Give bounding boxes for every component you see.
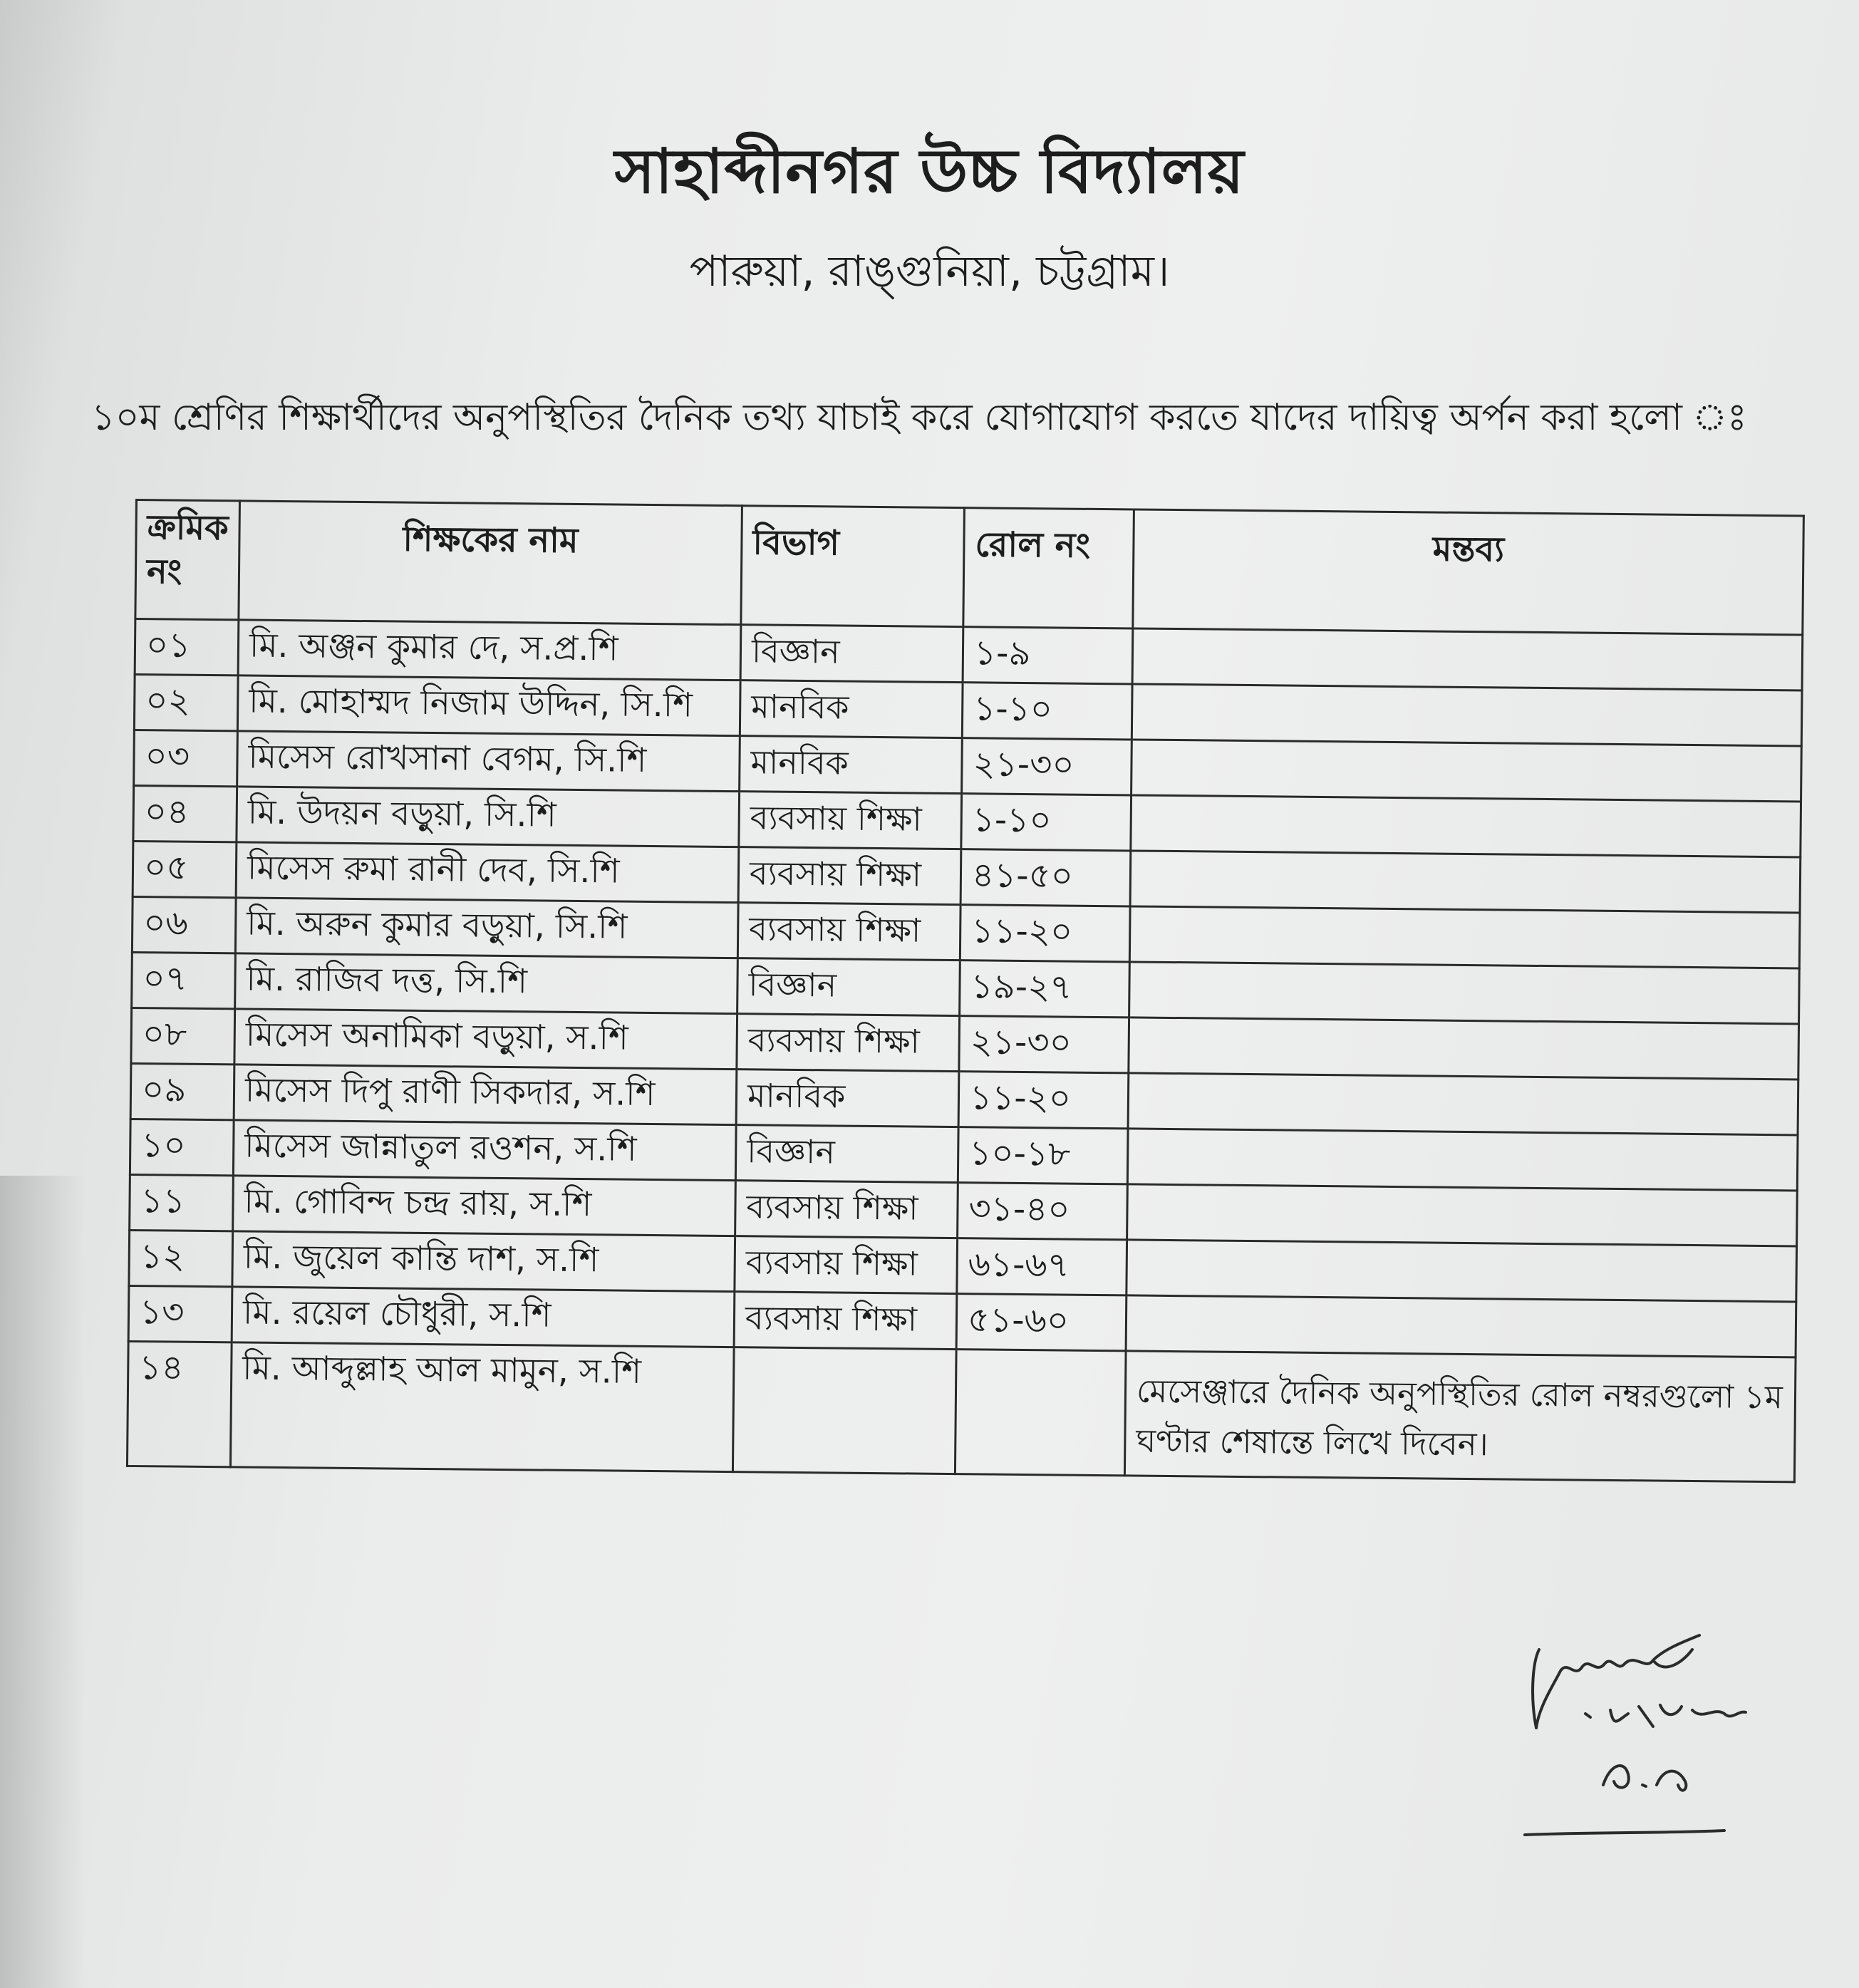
header-department: বিভাগ [741,506,965,627]
remark-cell-empty [1131,795,1801,857]
department-cell: বিজ্ঞান [735,1125,958,1183]
department-cell: ব্যবসায় শিক্ষা [737,903,960,961]
remark-cell-empty [1132,628,1803,690]
roll-range-cell: ৪১-৫০ [960,849,1131,906]
remark-cell-empty [1132,684,1802,746]
roll-range-cell: ১১-২০ [960,905,1130,962]
serial-cell: ১১ [130,1174,234,1231]
serial-cell: ০১ [135,619,239,675]
teacher-name-cell: মি. রাজিব দত্ত, সি.শি [235,953,738,1014]
serial-cell: ১৪ [127,1341,232,1466]
teacher-name-cell: মিসেস অনামিকা বড়ুয়া, স.শি [234,1009,737,1070]
table-header-row [135,500,1803,635]
roll-range-cell: ১৯-২৭ [960,961,1130,1018]
roll-range-cell [955,1350,1126,1476]
serial-cell: ১৩ [128,1285,232,1342]
school-address: পারুয়া, রাঙ্গুনিয়া, চট্টগ্রাম। [689,247,1170,296]
department-cell: ব্যবসায় শিক্ষা [739,792,962,849]
serial-cell: ১২ [129,1230,233,1286]
teacher-name-cell: মি. জুয়েল কান্তি দাশ, স.শি [232,1231,735,1292]
serial-cell: ০৯ [130,1063,234,1119]
department-cell: ব্যবসায় শিক্ষা [738,847,961,905]
serial-cell: ০৫ [133,841,237,897]
table-body [127,619,1802,1482]
header-remarks: মন্তব্য [1133,509,1804,635]
roll-range-cell: ১-৯ [963,627,1133,684]
department-cell: ব্যবসায় শিক্ষা [735,1236,958,1294]
serial-cell: ০৪ [133,785,237,842]
remark-cell-empty [1129,962,1800,1024]
roll-range-cell: ১১-২০ [958,1072,1129,1129]
department-cell: বিজ্ঞান [740,625,963,683]
teacher-name-cell: মিসেস জান্নাতুল রওশন, স.শি [233,1120,736,1181]
remark-cell-empty [1132,740,1802,802]
department-cell [732,1347,956,1474]
remark-cell-empty [1128,1073,1798,1135]
roll-range-cell: ৩১-৪০ [958,1183,1128,1240]
roll-range-cell: ২১-৩০ [959,1016,1129,1073]
teacher-name-cell: মি. গোবিন্দ চন্দ্র রায়, স.শি [233,1176,736,1236]
department-cell: ব্যবসায় শিক্ষা [737,1014,960,1072]
roll-range-cell: ৬১-৬৭ [957,1238,1127,1295]
assignment-table [126,499,1805,1483]
teacher-name-cell: মি. অঞ্জন কুমার দে, স.প্র.শি [238,620,741,680]
department-cell: ব্যবসায় শিক্ষা [734,1292,957,1350]
header-roll: রোল নং [963,508,1134,628]
remark-cell: মেসেঞ্জারে দৈনিক অনুপস্থিতির রোল নম্বরগুলো ১ম ঘণ্টার শেষান্তে লিখে দিবেন। [1124,1351,1796,1482]
table-row [127,1341,1796,1481]
department-cell: বিজ্ঞান [737,958,960,1016]
serial-cell: ১০ [130,1119,234,1175]
serial-cell: ০২ [134,675,238,731]
remark-cell-empty [1126,1295,1796,1357]
department-cell: মানবিক [740,736,963,794]
remark-cell-empty [1129,1018,1799,1080]
serial-cell: ০৮ [131,1008,235,1064]
department-cell: মানবিক [740,680,963,738]
department-cell: মানবিক [736,1070,959,1127]
teacher-name-cell: মি. অরুন কুমার বড়ুয়া, সি.শি [235,898,738,958]
roll-range-cell: ২১-৩০ [962,738,1132,795]
roll-range-cell: ১-১০ [961,794,1132,851]
roll-range-cell: ৫১-৬০ [956,1294,1127,1351]
roll-range-cell: ১-১০ [962,683,1132,740]
school-name: সাহাব্দীনগর উচ্চ বিদ্যালয় [614,136,1245,207]
department-cell: ব্যবসায় শিক্ষা [735,1181,958,1238]
header-teacher: শিক্ষকের নাম [239,501,742,625]
serial-cell: ০৩ [134,730,238,786]
teacher-name-cell: মি. উদয়ন বড়ুয়া, সি.শি [237,787,740,847]
teacher-name-cell: মি. রয়েল চৌধুরী, স.শি [232,1287,735,1347]
remark-cell-empty [1127,1129,1798,1191]
remark-cell-empty [1130,851,1801,913]
teacher-name-cell: মিসেস রুমা রানী দেব, সি.শি [236,842,739,903]
remark-cell-empty [1127,1240,1797,1302]
signature-stamp [1511,1621,1810,1856]
teacher-name-cell: মি. মোহাম্মদ নিজাম উদ্দিন, সি.শি [237,675,740,736]
serial-cell: ০৬ [132,896,236,953]
teacher-name-cell: মিসেস রোখসানা বেগম, সি.শি [237,731,740,792]
roll-range-cell: ১০-১৮ [958,1127,1128,1184]
remark-cell-empty [1129,906,1800,968]
notice-text: ১০ম শ্রেণির শিক্ষার্থীদের অনুপস্থিতির দৈনিক তথ্য যাচাই করে যোগাযোগ করতে যাদের দায়িত্ব অর্পন করা হলো ঃ [91,396,1747,439]
page-shadow [0,1176,86,1988]
remark-cell-empty [1127,1184,1798,1246]
assignment-table-wrapper [126,499,1803,1483]
header-serial: ক্রমিক নং [135,500,240,620]
teacher-name-cell: মিসেস দিপু রাণী সিকদার, স.শি [234,1065,737,1125]
serial-cell: ০৭ [132,952,236,1008]
teacher-name-cell: মি. আব্দুল্লাহ আল মামুন, স.শি [230,1342,734,1472]
